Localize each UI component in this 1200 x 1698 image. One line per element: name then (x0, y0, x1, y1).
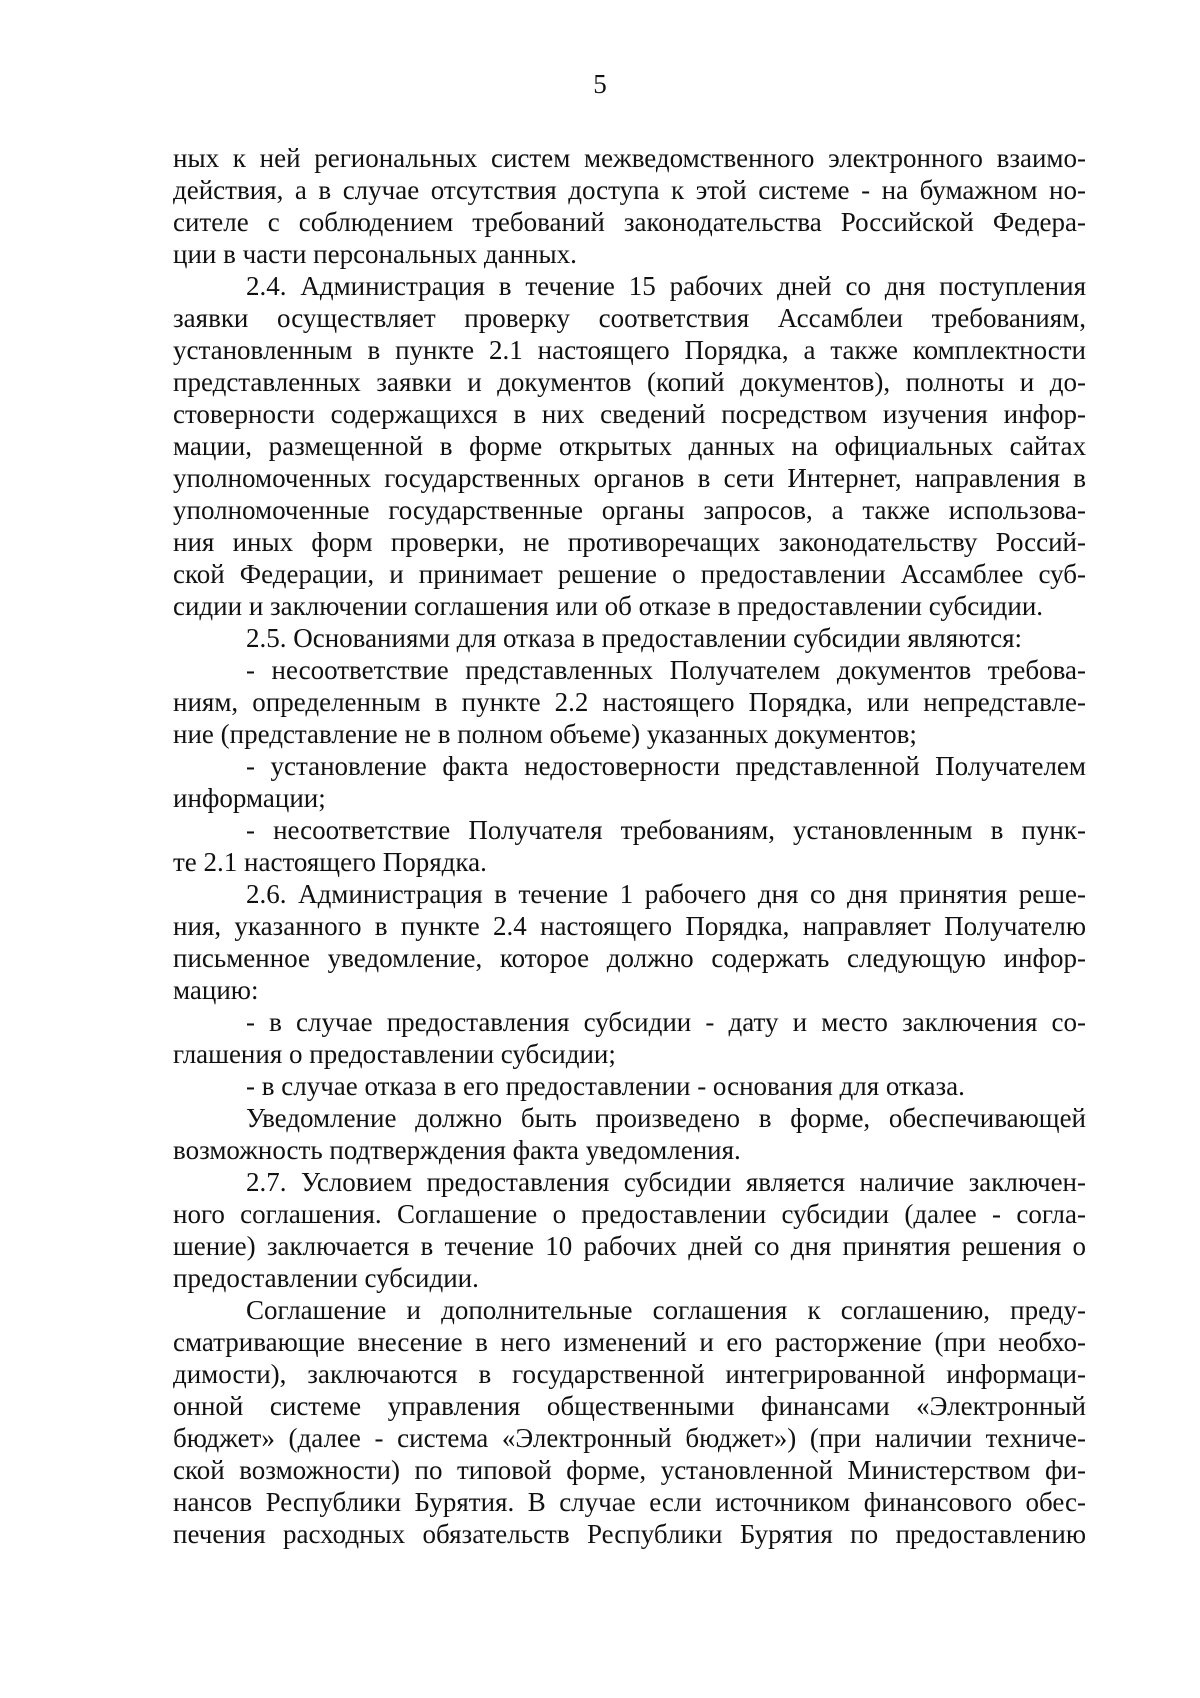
text-line: сматривающие внесение в него изменений и его расторжение (при необхо- (173, 1327, 1086, 1357)
text-line: сидии и заключении соглашения или об отказе в предоставлении субсидии. (173, 591, 1044, 621)
text-line: установленным в пункте 2.1 настоящего Порядка, а также комплектности (173, 335, 1086, 365)
text-line: ния иных форм проверки, не противоречащих законодательству Россий- (173, 527, 1086, 557)
text-line: заявки осуществляет проверку соответствия Ассамблеи требованиям, (173, 303, 1086, 333)
text-line: ской возможности) по типовой форме, установленной Министерством фи- (173, 1455, 1086, 1485)
text-line: письменное уведомление, которое должно содержать следующую инфор- (173, 943, 1086, 973)
text-line: шение) заключается в течение 10 рабочих дней со дня принятия решения о (173, 1231, 1086, 1261)
text-line: глашения о предоставлении субсидии; (173, 1039, 616, 1069)
text-line: предоставлении субсидии. (173, 1263, 479, 1293)
text-line: 2.7. Условием предоставления субсидии является наличие заключен- (246, 1167, 1086, 1197)
text-line: ного соглашения. Соглашение о предоставлении субсидии (далее - согла- (173, 1199, 1086, 1229)
text-line: уполномоченные государственные органы запросов, а также использова- (173, 495, 1086, 525)
text-line: ниям, определенным в пункте 2.2 настоящего Порядка, или непредставле- (173, 687, 1086, 717)
text-line: ции в части персональных данных. (173, 239, 577, 269)
text-line: - в случае отказа в его предоставлении - основания для отказа. (246, 1071, 965, 1101)
text-line: печения расходных обязательств Республики Бурятия по предоставлению (173, 1519, 1086, 1549)
text-line: Уведомление должно быть произведено в форме, обеспечивающей (246, 1103, 1086, 1133)
text-line: возможность подтверждения факта уведомления. (173, 1135, 741, 1165)
text-line: информации; (173, 783, 326, 813)
text-line: стоверности содержащихся в них сведений посредством изучения инфор- (173, 399, 1086, 429)
text-line: ской Федерации, и принимает решение о предоставлении Ассамблее суб- (173, 559, 1086, 589)
text-line: - в случае предоставления субсидии - дату и место заключения со- (246, 1007, 1086, 1037)
text-line: сителе с соблюдением требований законодательства Российской Федера- (173, 207, 1086, 237)
text-line: уполномоченных государственных органов в сети Интернет, направления в (173, 463, 1086, 493)
text-line: 2.6. Администрация в течение 1 рабочего дня со дня принятия реше- (246, 879, 1086, 909)
text-line: представленных заявки и документов (копий документов), полноты и до- (173, 367, 1086, 397)
text-line: 2.5. Основаниями для отказа в предоставлении субсидии являются: (246, 623, 1022, 653)
text-line: ных к ней региональных систем межведомственного электронного взаимо- (173, 143, 1086, 173)
text-line: те 2.1 настоящего Порядка. (173, 847, 487, 877)
document-body (173, 142, 1086, 1550)
text-line: - несоответствие Получателя требованиям, установленным в пунк- (246, 815, 1086, 845)
page-number: 5 (593, 69, 607, 99)
text-line: мации, размещенной в форме открытых данных на официальных сайтах (173, 431, 1086, 461)
text-line: - несоответствие представленных Получателем документов требова- (246, 655, 1086, 685)
text-line: бюджет» (далее - система «Электронный бюджет») (при наличии техниче- (173, 1423, 1086, 1453)
text-line: действия, а в случае отсутствия доступа к этой системе - на бумажном но- (173, 175, 1086, 205)
text-line: ния, указанного в пункте 2.4 настоящего Порядка, направляет Получателю (173, 911, 1086, 941)
text-line: нансов Республики Бурятия. В случае если источником финансового обес- (173, 1487, 1086, 1517)
text-line: ние (представление не в полном объеме) указанных документов; (173, 719, 917, 749)
text-line: мацию: (173, 975, 259, 1005)
text-line: - установление факта недостоверности представленной Получателем (246, 751, 1086, 781)
text-line: онной системе управления общественными финансами «Электронный (173, 1391, 1086, 1421)
text-line: 2.4. Администрация в течение 15 рабочих дней со дня поступления (246, 271, 1086, 301)
text-line: димости), заключаются в государственной интегрированной информаци- (173, 1359, 1086, 1389)
text-line: Соглашение и дополнительные соглашения к соглашению, преду- (246, 1295, 1086, 1325)
